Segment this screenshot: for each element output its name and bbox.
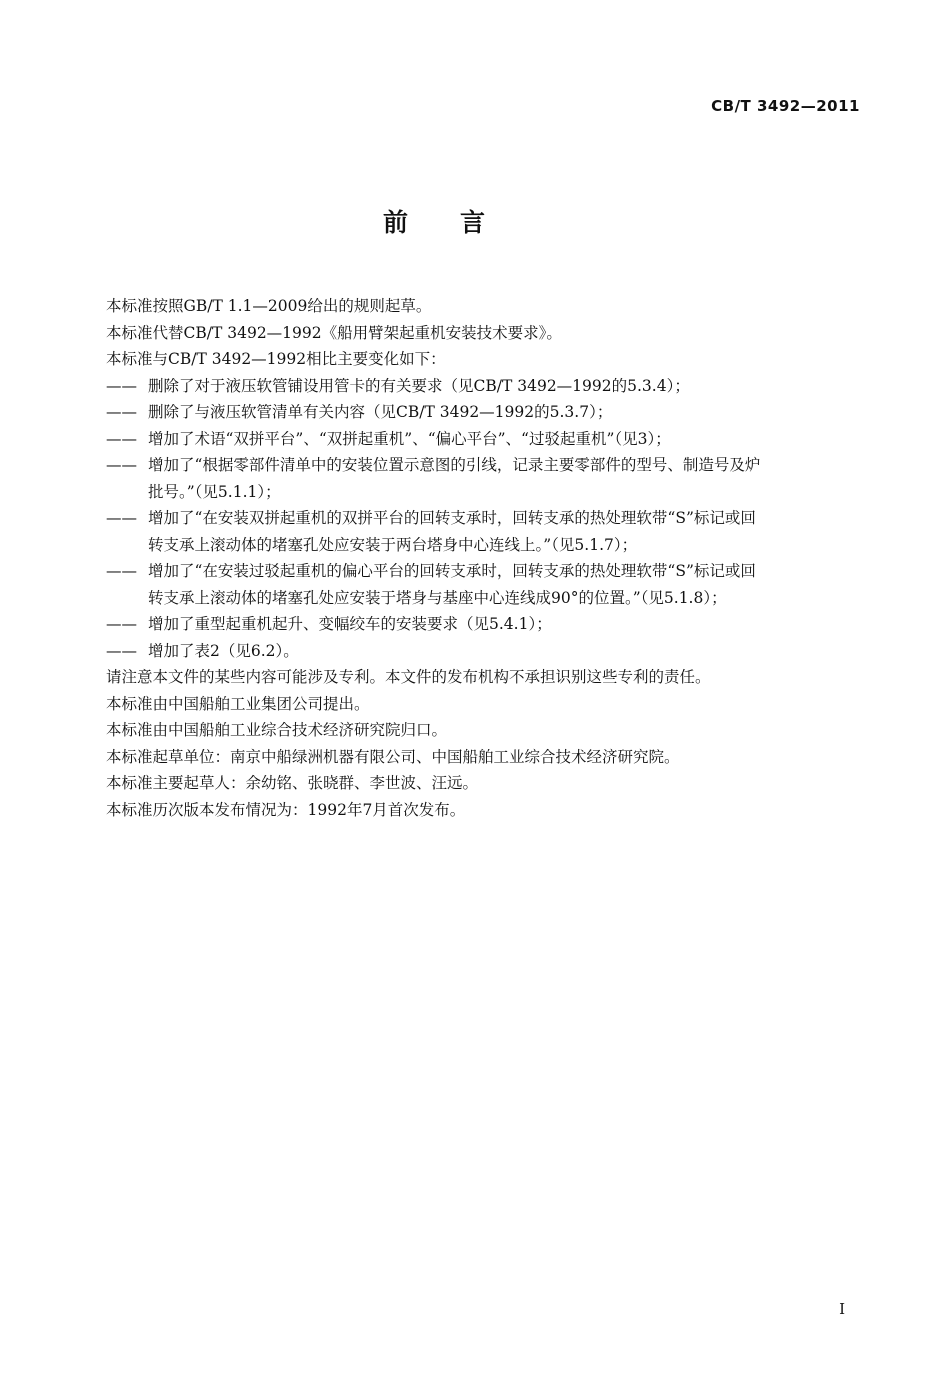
change-text: 增加了术语“双拼平台”、“双拼起重机”、“偏心平台”、“过驳起重机”（见3）； [148,429,671,448]
drafters: 本标准主要起草人：余幼铭、张晓群、李世波、汪远。 [106,774,479,792]
change-item [106,373,866,400]
change-text: 删除了与液压软管清单有关内容（见CB/T 3492—1992的5.3.7）； [148,403,613,421]
dash-marker: —— [106,509,137,527]
change-text: 增加了“根据零部件清单中的安装位置示意图的引线，记录主要零部件的型号、制造号及炉 [148,456,761,474]
dash-marker: —— [106,641,137,660]
dash-marker: —— [106,376,137,395]
change-text: 删除了对于液压软管铺设用管卡的有关要求（见CB/T 3492—1992的5.3.4）； [148,376,690,395]
dash-marker: —— [106,615,137,633]
drafting-units: 本标准起草单位：南京中船绿洲机器有限公司、中国船舶工业综合技术经济研究院。 [106,747,680,766]
page-title: 前言 [382,208,537,237]
change-text: 增加了“在安装双拼起重机的双拼平台的回转支承时，回转支承的热处理软带“S”标记或回 [148,509,756,527]
change-text: 增加了表2（见6.2）。 [148,641,299,660]
document-code: CB/T 3492—2011 [711,97,860,115]
change-item [106,399,866,426]
change-text-continued: 批号。”（见5.1.1）； [148,482,281,501]
change-text-continued: 转支承上滚动体的堵塞孔处应安装于塔身与基座中心连线成90°的位置。”（见5.1.8）； [148,588,727,607]
change-item [106,426,866,453]
change-item [106,505,866,558]
intro-paragraph: 本标准按照GB/T 1.1—2009给出的规则起草。 [106,297,432,315]
dash-marker: —— [106,456,137,474]
change-item [106,452,866,505]
version-history: 本标准历次版本发布情况为：1992年7月首次发布。 [106,800,466,819]
change-item [106,558,866,611]
dash-marker: —— [106,403,137,421]
change-text: 增加了“在安装过驳起重机的偏心平台的回转支承时，回转支承的热处理软带“S”标记或回 [148,562,756,580]
dash-marker: —— [106,562,137,580]
page-number: I [839,1300,845,1318]
foreword-body [106,293,866,823]
change-text-continued: 转支承上滚动体的堵塞孔处应安装于两台塔身中心连线上。”（见5.1.7）； [148,535,638,554]
change-item [106,638,866,665]
change-item [106,611,866,638]
intro-paragraph: 本标准与CB/T 3492—1992相比主要变化如下： [106,350,446,368]
change-text: 增加了重型起重机起升、变幅绞车的安装要求（见5.4.1）； [148,615,552,633]
patent-notice: 请注意本文件的某些内容可能涉及专利。本文件的发布机构不承担识别这些专利的责任。 [106,668,711,686]
proposer-statement: 本标准由中国船舶工业集团公司提出。 [106,694,370,713]
intro-paragraph: 本标准代替CB/T 3492—1992《船用臂架起重机安装技术要求》。 [106,323,562,342]
administrator-statement: 本标准由中国船舶工业综合技术经济研究院归口。 [106,721,448,739]
dash-marker: —— [106,429,137,448]
